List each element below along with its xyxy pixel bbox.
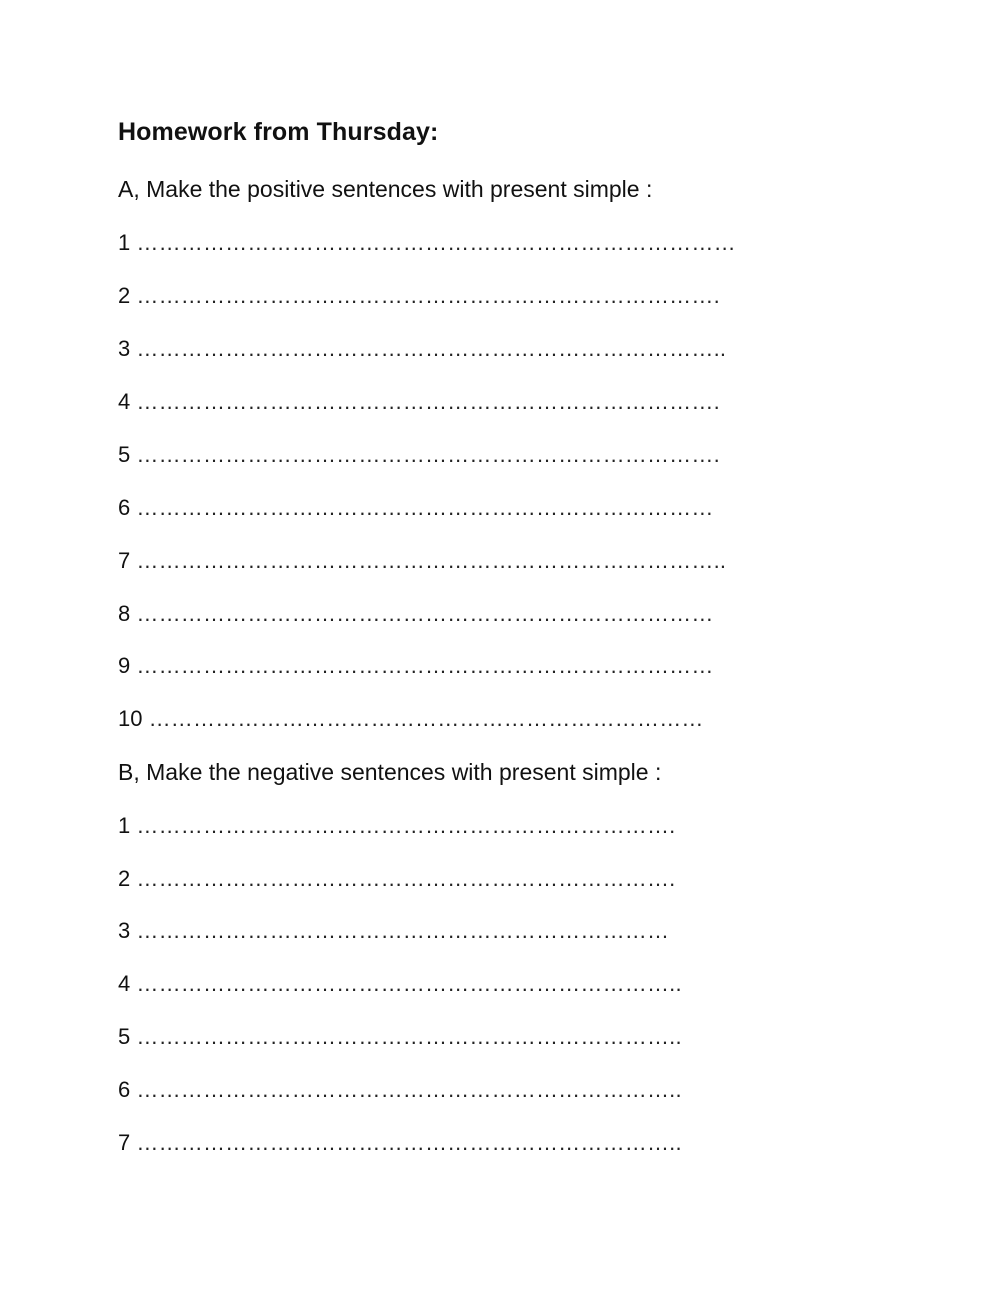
line-number: 1	[118, 230, 131, 255]
line-number: 5	[118, 1024, 131, 1049]
section-a-line	[118, 653, 714, 679]
page-title: Homework from Thursday:	[118, 118, 439, 146]
line-number: 3	[118, 918, 131, 943]
answer-blank: …………………………………………………………………….	[136, 389, 720, 414]
line-number: 2	[118, 866, 131, 891]
answer-blank: ……………………………………………………………….	[136, 866, 676, 891]
section-b-line	[118, 971, 682, 997]
answer-blank: ………………………………………………………………..	[136, 971, 682, 996]
section-a-line	[118, 706, 704, 732]
section-a-line	[118, 548, 726, 574]
section-a-line	[118, 495, 714, 521]
answer-blank: ……………………………………………………………………	[136, 601, 714, 626]
line-number: 4	[118, 389, 131, 414]
section-b-line	[118, 813, 676, 839]
section-b-line	[118, 1130, 682, 1156]
line-number: 4	[118, 971, 131, 996]
answer-blank: …………………………………………………………………….	[136, 283, 720, 308]
answer-blank: …………………………………………………………………….	[136, 442, 720, 467]
line-number: 6	[118, 495, 131, 520]
answer-blank: ………………………………………………………………	[136, 918, 670, 943]
line-number: 1	[118, 813, 131, 838]
section-b-heading: B, Make the negative sentences with present simple :	[118, 759, 662, 785]
line-number: 7	[118, 548, 131, 573]
line-number: 8	[118, 601, 131, 626]
answer-blank: ………………………………………………………………..	[136, 1130, 682, 1155]
answer-blank: ……………………………………………………………….	[136, 813, 676, 838]
line-number: 3	[118, 336, 131, 361]
answer-blank: ……………………………………………………………………..	[136, 336, 727, 361]
line-number: 10	[118, 706, 143, 731]
section-a-line	[118, 442, 720, 468]
line-number: 2	[118, 283, 131, 308]
answer-blank: ………………………………………………………………………	[136, 230, 736, 255]
answer-blank: ………………………………………………………………..	[136, 1077, 682, 1102]
line-number: 5	[118, 442, 131, 467]
section-a-line	[118, 283, 720, 309]
section-a-line	[118, 230, 736, 256]
answer-blank: ……………………………………………………………………..	[136, 548, 727, 573]
line-number: 7	[118, 1130, 131, 1155]
section-b-line	[118, 918, 669, 944]
section-b-line	[118, 1077, 682, 1103]
section-b-line	[118, 1024, 682, 1050]
line-number: 9	[118, 653, 131, 678]
line-number: 6	[118, 1077, 131, 1102]
section-a-heading: A, Make the positive sentences with present simple :	[118, 176, 653, 202]
section-a-line	[118, 389, 720, 415]
answer-blank: ………………………………………………………………..	[136, 1024, 682, 1049]
answer-blank: ……………………………………………………………………	[136, 495, 714, 520]
section-a-line	[118, 336, 726, 362]
answer-blank: …………………………………………………………………	[148, 706, 704, 731]
section-a-line	[118, 601, 714, 627]
section-b-line	[118, 866, 676, 892]
answer-blank: ……………………………………………………………………	[136, 653, 714, 678]
